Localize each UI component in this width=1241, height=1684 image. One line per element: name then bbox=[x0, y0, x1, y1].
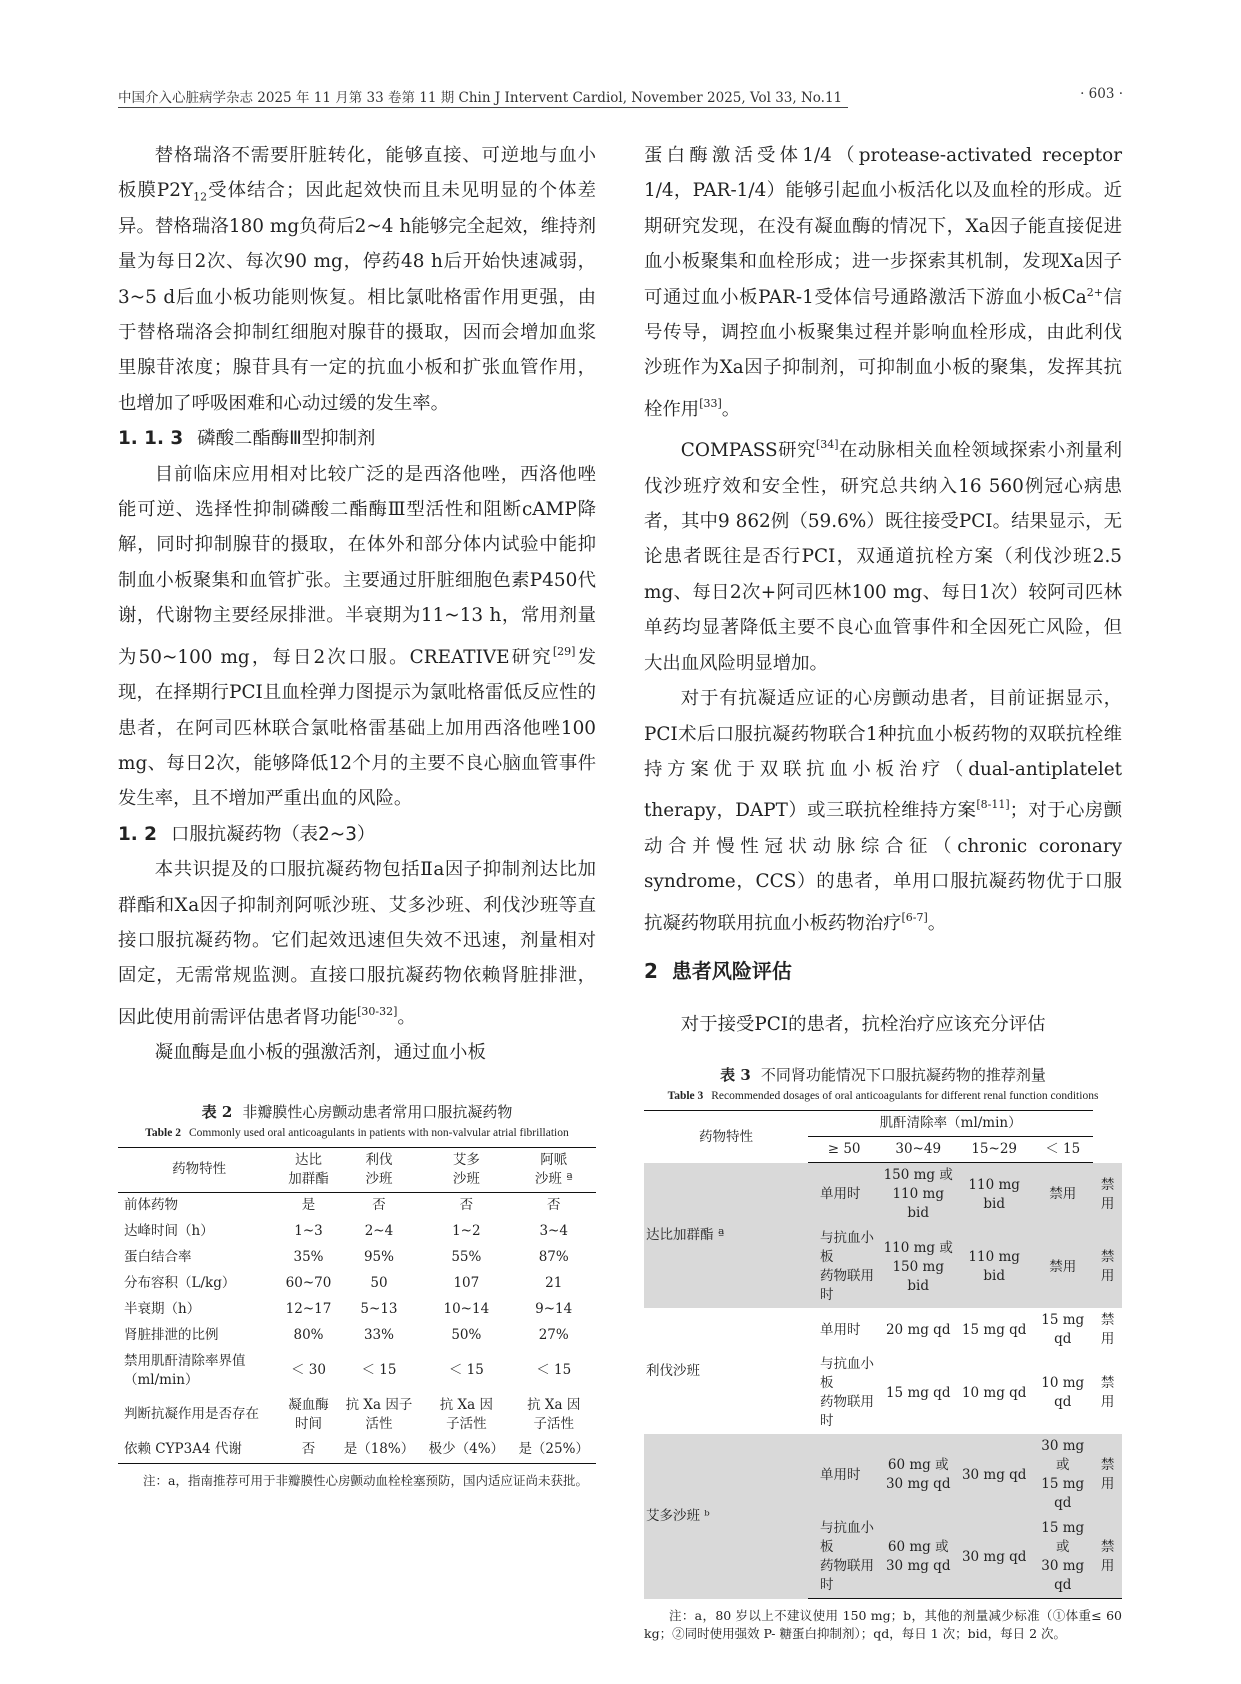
journal-citation: 中国介入心脏病学杂志 2025 年 11 月第 33 卷第 11 期 Chin J Intervent Cardiol, November 2025, Vol 33, No.11 bbox=[118, 90, 843, 106]
section-heading-1-1-3: 1. 1. 3 磷酸二酯酶Ⅲ型抑制剂 bbox=[118, 428, 376, 450]
table2-row bbox=[118, 1437, 596, 1464]
table2-cell: ＜ 15 bbox=[448, 1362, 484, 1379]
table2-cell: 是（25%） bbox=[511, 1437, 596, 1464]
table3-cell: 禁用 bbox=[1093, 1226, 1122, 1308]
table2-row bbox=[118, 1393, 596, 1437]
table3-cell: 30 mg qd bbox=[956, 1434, 1032, 1516]
table3-cell: 禁用 bbox=[1093, 1163, 1122, 1227]
table3-cell: 30 mg 或 15 mg qd bbox=[1032, 1434, 1093, 1516]
table3-drug-name: 艾多沙班 ᵇ bbox=[644, 1434, 808, 1599]
table2-cell: 33% bbox=[363, 1327, 394, 1344]
table3-cell: 110 mg bid bbox=[956, 1163, 1032, 1227]
right-column bbox=[644, 138, 1122, 1643]
table3-cell: 禁用 bbox=[1032, 1163, 1093, 1227]
table2-cell: 10~14 bbox=[443, 1301, 490, 1318]
table2-row-label: 禁用肌酐清除率界值 （ml/min） bbox=[124, 1352, 246, 1388]
table2-row bbox=[118, 1192, 596, 1219]
table2-cell: 是（18%） bbox=[337, 1437, 422, 1464]
table3-cell: 15 mg qd bbox=[1041, 1312, 1085, 1348]
table3-cell: 15 mg qd bbox=[961, 1321, 1027, 1338]
paragraph-oral-anticoagulants: 本共识提及的口服抗凝药物包括Ⅱa因子抑制剂达比加群酯和Ⅹa因子抑制剂阿哌沙班、艾多沙班、利伐沙班等直接口服抗凝药物。它们起效迅速但失效不迅速，剂量相对固定，无需常规监测。直接口服抗凝药物依赖肾脏排泄，因此使用前需评估患者肾功能[30-32]。 bbox=[118, 859, 596, 1028]
table2-row bbox=[118, 1323, 596, 1349]
table3-header-crcl: 肌酐清除率（ml/min） bbox=[808, 1111, 1093, 1137]
table2-row-label: 判断抗凝作用是否存在 bbox=[124, 1406, 259, 1423]
table3-row bbox=[644, 1308, 1122, 1352]
table2-row bbox=[118, 1297, 596, 1323]
table3-row bbox=[644, 1434, 1122, 1516]
table2-cell: 5~13 bbox=[360, 1301, 398, 1318]
table2-row-label: 半衰期（h） bbox=[124, 1301, 201, 1318]
table2-cell: 否 bbox=[459, 1197, 474, 1214]
table2-row bbox=[118, 1245, 596, 1271]
table2-cell: 抗 Xa 因 子活性 bbox=[439, 1396, 493, 1432]
table2-cell: ＜ 30 bbox=[291, 1362, 326, 1379]
table3-header-col: ≥ 50 bbox=[808, 1137, 880, 1163]
table2-cell: 107 bbox=[453, 1275, 480, 1292]
paragraph-compass: COMPASS研究[34]在动脉相关血栓领域探索小剂量利伐沙班疗效和安全性，研究总共纳入16 560例冠心病患者，其中9 862例（59.6%）既往接受PCI。结果显示，无论患者既往是否行PCI，双通道抗栓方案（利伐沙班2.5 mg、每日2次+阿司匹林100 mg、每日1次）较阿司匹林单药均显著降低主要不良心血管事件和全因死亡风险，但大出血风险明显增加。 bbox=[644, 438, 1122, 674]
table3-cell: 15 mg 或 30 mg qd bbox=[1032, 1516, 1093, 1599]
paragraph-par-receptor: 蛋白酶激活受体1/4（protease-activated receptor 1/4，PAR-1/4）能够引起血小板活化以及血栓的形成。近期研究发现，在没有凝血酶的情况下，Xa因子能直接促进血小板聚集和血栓形成；进一步探索其机制，发现Xa因子可通过血小板PAR-1受体信号通路激活下游血小板$Ca^{2+}$信号传导，调控血小板聚集过程并影响血栓形成，由此利伐沙班作为Xa因子抑制剂，可抑制血小板的聚集，发挥其抗栓作用[33]。 bbox=[644, 145, 1122, 420]
table2-cell: 60~70 bbox=[285, 1275, 332, 1292]
table2-cell: 55% bbox=[451, 1249, 482, 1266]
table3-cell: 禁用 bbox=[1100, 1312, 1115, 1348]
table3-row bbox=[644, 1163, 1122, 1227]
table3-caption: 表 3 不同肾功能情况下口服抗凝药物的推荐剂量 bbox=[720, 1066, 1046, 1085]
table3-header-property: 药物特性 bbox=[644, 1111, 808, 1163]
table2-row bbox=[118, 1271, 596, 1297]
table2-row-label: 达峰时间（h） bbox=[124, 1223, 214, 1240]
table2-header-cell: 达比 加群酯 bbox=[280, 1147, 336, 1192]
table3-cell: 150 mg 或 110 mg bid bbox=[880, 1163, 956, 1227]
table2-row bbox=[118, 1349, 596, 1393]
table2-cell: 95% bbox=[363, 1249, 394, 1266]
paragraph-risk-assessment: 对于接受PCI的患者，抗栓治疗应该充分评估 bbox=[680, 1013, 1046, 1035]
table2-row-label: 蛋白结合率 bbox=[124, 1249, 192, 1266]
table3-condition: 单用时 bbox=[808, 1163, 880, 1227]
table2-cell: 3~4 bbox=[539, 1223, 568, 1240]
section-heading-1-2: 1. 2 口服抗凝药物（表2~3） bbox=[118, 823, 376, 845]
table2-caption-en: Table 2 Commonly used oral anticoagulants in patients with non-valvular atrial fibrillation bbox=[145, 1126, 569, 1139]
table3-condition: 与抗血小板 药物联用时 bbox=[820, 1356, 874, 1430]
table3-note: 注：a，80 岁以上不建议使用 150 mg；b，其他的剂量减少标准（①体重≤ 60 kg；②同时使用强效 P- 糖蛋白抑制剂）；qd，每日 1 次；bid，每日 2 次。 bbox=[644, 1608, 1122, 1642]
table3-cell: 禁用 bbox=[1093, 1516, 1122, 1599]
table3-condition: 与抗血小板 药物联用时 bbox=[808, 1516, 880, 1599]
paragraph-af-evidence: 对于有抗凝适应证的心房颤动患者，目前证据显示，PCI术后口服抗凝药物联合1种抗血小板药物的双联抗栓维持方案优于双联抗血小板治疗（dual-antiplatelet therapy，DAPT）或三联抗栓维持方案[8-11]；对于心房颤动合并慢性冠状动脉综合征（chronic coronary syndrome，CCS）的患者，单用口服抗凝药物优于口服抗凝药物联用抗血小板药物治疗[6-7]。 bbox=[644, 688, 1122, 934]
table2-cell: 35% bbox=[293, 1249, 324, 1266]
table2-cell: 1~2 bbox=[452, 1223, 481, 1240]
table2-cell: 极少（4%） bbox=[421, 1437, 511, 1464]
table2-header-cell: 药物特性 bbox=[118, 1147, 280, 1192]
table2-cell: ＜ 15 bbox=[361, 1362, 397, 1379]
table3-cell: 20 mg qd bbox=[885, 1321, 951, 1338]
table3-drug-name: 利伐沙班 bbox=[646, 1362, 700, 1379]
table2-header-cell: 利伐 沙班 bbox=[337, 1147, 422, 1192]
table2-cell: ＜ 15 bbox=[536, 1362, 572, 1379]
header-rule bbox=[118, 107, 848, 108]
table2-cell: 抗 Xa 因 子活性 bbox=[527, 1396, 581, 1432]
table2-header-cell: 艾多 沙班 bbox=[421, 1147, 511, 1192]
table2-cell: 12~17 bbox=[285, 1301, 332, 1318]
table3-cell: 10 mg qd bbox=[1041, 1375, 1085, 1411]
table2-cell: 凝血酶 时间 bbox=[288, 1396, 329, 1432]
table3-header-col: ＜ 15 bbox=[1032, 1137, 1093, 1163]
table3-cell: 10 mg qd bbox=[961, 1384, 1027, 1401]
table2-cell: 否 bbox=[546, 1197, 561, 1214]
table2-row-label: 分布容积（L/kg） bbox=[124, 1275, 236, 1292]
table3-drug-name: 达比加群酯 ª bbox=[644, 1163, 808, 1309]
table2-cell: 否 bbox=[372, 1197, 386, 1214]
table2-note: 注：a，指南推荐可用于非瓣膜性心房颤动血栓栓塞预防，国内适应证尚未获批。 bbox=[143, 1472, 588, 1488]
table3-cell: 禁用 bbox=[1032, 1226, 1093, 1308]
page-number: · 603 · bbox=[1080, 86, 1123, 102]
table3-condition: 单用时 bbox=[820, 1321, 861, 1338]
table2-cell: 否 bbox=[280, 1437, 336, 1464]
table3-condition: 与抗血小板 药物联用时 bbox=[808, 1226, 880, 1308]
table2-cell: 50% bbox=[451, 1327, 482, 1344]
table3-header-col: 15~29 bbox=[956, 1137, 1032, 1163]
table2-cell: 87% bbox=[538, 1249, 569, 1266]
table3-cell: 禁用 bbox=[1100, 1375, 1115, 1411]
table2-row bbox=[118, 1219, 596, 1245]
table2-cell: 1~3 bbox=[294, 1223, 323, 1240]
table2-caption: 表 2 非瓣膜性心房颤动患者常用口服抗凝药物 bbox=[201, 1102, 513, 1121]
paragraph-thrombin: 凝血酶是血小板的强激活剂，通过血小板 bbox=[154, 1042, 486, 1064]
table2-cell: 27% bbox=[538, 1327, 569, 1344]
table2-row-label: 前体药物 bbox=[124, 1197, 178, 1214]
table2-cell: 21 bbox=[545, 1275, 563, 1292]
table3-cell: 60 mg 或 30 mg qd bbox=[880, 1434, 956, 1516]
table3-cell: 15 mg qd bbox=[885, 1384, 951, 1401]
section-heading-2: 2 患者风险评估 bbox=[644, 958, 792, 983]
table2-cell: 50 bbox=[370, 1275, 388, 1292]
left-column bbox=[118, 138, 596, 1490]
table2-cell: 80% bbox=[293, 1327, 324, 1344]
table2-cell: 9~14 bbox=[535, 1301, 573, 1318]
table3-cell: 110 mg bid bbox=[956, 1226, 1032, 1308]
table3 bbox=[644, 1110, 1122, 1599]
paragraph-ticagrelor: 替格瑞洛不需要肝脏转化，能够直接、可逆地与血小板膜$P2Y_{12}$受体结合；因此起效快而且未见明显的个体差异。替格瑞洛180 mg负荷后2~4 h能够完全起效，维持剂量为每日2次、每次90 mg，停药48 h后开始快速减弱，3~5 d后血小板功能则恢复。相比氯吡格雷作用更强，由于替格瑞洛会抑制红细胞对腺苷的摄取，因而会增加血浆里腺苷浓度；腺苷具有一定的抗血小板和扩张血管作用，也增加了呼吸困难和心动过缓的发生率。 bbox=[118, 145, 596, 414]
table2-cell: 抗 Xa 因子 活性 bbox=[345, 1396, 413, 1432]
table3-cell: 60 mg 或 30 mg qd bbox=[880, 1516, 956, 1599]
running-header bbox=[118, 86, 1123, 108]
table3-header-col: 30~49 bbox=[880, 1137, 956, 1163]
table2-cell: 是 bbox=[301, 1197, 316, 1214]
table2-row-label: 肾脏排泄的比例 bbox=[124, 1327, 219, 1344]
table2 bbox=[118, 1147, 596, 1464]
table3-cell: 禁用 bbox=[1093, 1434, 1122, 1516]
table3-caption-en: Table 3 Recommended dosages of oral anticoagulants for different renal function conditions bbox=[667, 1090, 1099, 1103]
table2-header-cell: 阿哌 沙班 ª bbox=[511, 1147, 596, 1192]
table3-condition: 单用时 bbox=[808, 1434, 880, 1516]
table2-cell: 2~4 bbox=[364, 1223, 394, 1240]
table2-row-label: 依赖 CYP3A4 代谢 bbox=[118, 1437, 280, 1464]
table2-header-row bbox=[118, 1147, 596, 1192]
paragraph-cilostazol: 目前临床应用相对比较广泛的是西洛他唑，西洛他唑能可逆、选择性抑制磷酸二酯酶Ⅲ型活性和阻断cAMP降解，同时抑制腺苷的摄取，在体外和部分体内试验中能抑制血小板聚集和血管扩张。主要通过肝脏细胞色素P450代谢，代谢物主要经尿排泄。半衰期为11~13 h，常用剂量为50~100 mg，每日2次口服。CREATIVE研究[29]发现，在择期行PCI且血栓弹力图提示为氯吡格雷低反应性的患者，在阿司匹林联合氯吡格雷基础上加用西洛他唑100 mg、每日2次，能够降低12个月的主要不良心脑血管事件发生率，且不增加严重出血的风险。 bbox=[118, 463, 596, 810]
table3-cell: 30 mg qd bbox=[956, 1516, 1032, 1599]
table3-cell: 110 mg 或 150 mg bid bbox=[880, 1226, 956, 1308]
